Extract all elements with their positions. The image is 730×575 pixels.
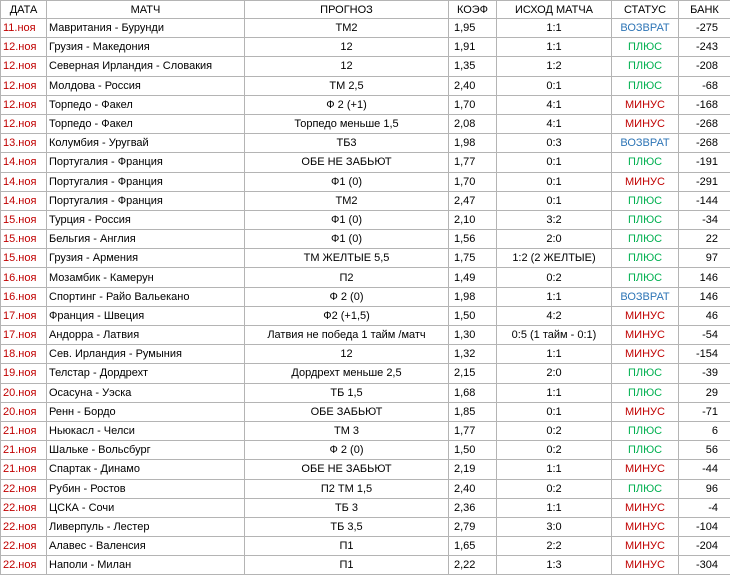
cell-coef[interactable]: 2,22 xyxy=(449,556,497,575)
cell-coef[interactable]: 1,50 xyxy=(449,441,497,460)
cell-coef[interactable]: 1,70 xyxy=(449,172,497,191)
cell-match[interactable]: Грузия - Армения xyxy=(47,249,245,268)
cell-date[interactable]: 22.ноя xyxy=(1,498,47,517)
cell-coef[interactable]: 1,35 xyxy=(449,57,497,76)
cell-bank[interactable]: -268 xyxy=(679,114,730,133)
cell-result[interactable]: 0:1 xyxy=(497,191,612,210)
cell-coef[interactable]: 1,91 xyxy=(449,38,497,57)
cell-forecast[interactable]: Ф1 (0) xyxy=(245,230,449,249)
cell-coef[interactable]: 2,15 xyxy=(449,364,497,383)
cell-forecast[interactable]: ТМ ЖЕЛТЫЕ 5,5 xyxy=(245,249,449,268)
cell-result[interactable]: 4:1 xyxy=(497,114,612,133)
cell-match[interactable]: Ливерпуль - Лестер xyxy=(47,517,245,536)
cell-result[interactable]: 3:0 xyxy=(497,517,612,536)
cell-result[interactable]: 1:2 (2 ЖЕЛТЫЕ) xyxy=(497,249,612,268)
cell-coef[interactable]: 1,77 xyxy=(449,153,497,172)
table-row xyxy=(1,556,730,575)
cell-match[interactable]: Мозамбик - Камерун xyxy=(47,268,245,287)
cell-match[interactable]: Северная Ирландия - Словакия xyxy=(47,57,245,76)
cell-bank[interactable]: -44 xyxy=(679,460,730,479)
cell-result[interactable]: 1:1 xyxy=(497,38,612,57)
cell-result[interactable]: 0:1 xyxy=(497,402,612,421)
cell-match[interactable]: Португалия - Франция xyxy=(47,153,245,172)
cell-date[interactable]: 20.ноя xyxy=(1,402,47,421)
cell-forecast[interactable]: ТМ 2,5 xyxy=(245,76,449,95)
header-date[interactable]: ДАТА xyxy=(1,1,47,19)
cell-coef[interactable]: 1,75 xyxy=(449,249,497,268)
cell-forecast[interactable]: 12 xyxy=(245,57,449,76)
cell-match[interactable]: Телстар - Дордрехт xyxy=(47,364,245,383)
header-match[interactable]: МАТЧ xyxy=(47,1,245,19)
cell-result[interactable]: 0:1 xyxy=(497,153,612,172)
cell-match[interactable]: Мавритания - Бурунди xyxy=(47,19,245,38)
table-row xyxy=(1,38,730,57)
cell-coef[interactable]: 1,50 xyxy=(449,306,497,325)
cell-coef[interactable]: 2,47 xyxy=(449,191,497,210)
cell-status[interactable]: МИНУС xyxy=(612,95,679,114)
cell-bank[interactable]: 56 xyxy=(679,441,730,460)
cell-match[interactable]: Спортинг - Райо Вальекано xyxy=(47,287,245,306)
cell-bank[interactable]: 22 xyxy=(679,230,730,249)
cell-match[interactable]: Франция - Швеция xyxy=(47,306,245,325)
header-forecast[interactable]: ПРОГНОЗ xyxy=(245,1,449,19)
cell-coef[interactable]: 2,19 xyxy=(449,460,497,479)
header-status[interactable]: СТАТУС xyxy=(612,1,679,19)
cell-match[interactable]: Молдова - Россия xyxy=(47,76,245,95)
cell-forecast[interactable]: ТБ 3 xyxy=(245,498,449,517)
cell-date[interactable]: 11.ноя xyxy=(1,19,47,38)
cell-bank[interactable]: -39 xyxy=(679,364,730,383)
cell-result[interactable]: 1:1 xyxy=(497,460,612,479)
cell-status[interactable]: МИНУС xyxy=(612,402,679,421)
cell-bank[interactable]: -34 xyxy=(679,210,730,229)
cell-status[interactable]: ПЛЮС xyxy=(612,479,679,498)
cell-bank[interactable]: 6 xyxy=(679,421,730,440)
cell-result[interactable]: 0:2 xyxy=(497,421,612,440)
cell-date[interactable]: 14.ноя xyxy=(1,191,47,210)
cell-status[interactable]: ПЛЮС xyxy=(612,364,679,383)
table-row xyxy=(1,441,730,460)
cell-result[interactable]: 0:2 xyxy=(497,268,612,287)
cell-date[interactable]: 16.ноя xyxy=(1,268,47,287)
table-row xyxy=(1,498,730,517)
cell-status[interactable]: МИНУС xyxy=(612,498,679,517)
cell-forecast[interactable]: ТБ 1,5 xyxy=(245,383,449,402)
table-row xyxy=(1,57,730,76)
cell-date[interactable]: 21.ноя xyxy=(1,441,47,460)
table-row xyxy=(1,287,730,306)
table-row xyxy=(1,402,730,421)
cell-bank[interactable]: -154 xyxy=(679,345,730,364)
table-row xyxy=(1,537,730,556)
cell-result[interactable]: 0:5 (1 тайм - 0:1) xyxy=(497,326,612,345)
cell-forecast[interactable]: ТБ3 xyxy=(245,134,449,153)
table-row xyxy=(1,249,730,268)
cell-result[interactable]: 0:1 xyxy=(497,172,612,191)
table-row xyxy=(1,306,730,325)
cell-date[interactable]: 19.ноя xyxy=(1,364,47,383)
cell-status[interactable]: МИНУС xyxy=(612,460,679,479)
cell-status[interactable]: ВОЗВРАТ xyxy=(612,19,679,38)
cell-result[interactable]: 1:1 xyxy=(497,383,612,402)
cell-status[interactable]: МИНУС xyxy=(612,306,679,325)
cell-bank[interactable]: -104 xyxy=(679,517,730,536)
cell-forecast[interactable]: Ф2 (+1,5) xyxy=(245,306,449,325)
cell-bank[interactable]: -71 xyxy=(679,402,730,421)
cell-match[interactable]: ЦСКА - Сочи xyxy=(47,498,245,517)
cell-coef[interactable]: 1,68 xyxy=(449,383,497,402)
cell-bank[interactable]: 97 xyxy=(679,249,730,268)
cell-forecast[interactable]: ТМ2 xyxy=(245,19,449,38)
cell-bank[interactable]: -291 xyxy=(679,172,730,191)
cell-bank[interactable]: 146 xyxy=(679,287,730,306)
table-row xyxy=(1,460,730,479)
cell-date[interactable]: 14.ноя xyxy=(1,153,47,172)
cell-coef[interactable]: 1,95 xyxy=(449,19,497,38)
cell-match[interactable]: Наполи - Милан xyxy=(47,556,245,575)
cell-date[interactable]: 15.ноя xyxy=(1,210,47,229)
cell-coef[interactable]: 2,40 xyxy=(449,479,497,498)
cell-coef[interactable]: 1,70 xyxy=(449,95,497,114)
cell-forecast[interactable]: Ф1 (0) xyxy=(245,172,449,191)
cell-result[interactable]: 1:1 xyxy=(497,498,612,517)
cell-date[interactable]: 12.ноя xyxy=(1,57,47,76)
cell-forecast[interactable]: Ф 2 (0) xyxy=(245,287,449,306)
cell-date[interactable]: 15.ноя xyxy=(1,249,47,268)
cell-match[interactable]: Сев. Ирландия - Румыния xyxy=(47,345,245,364)
cell-match[interactable]: Андорра - Латвия xyxy=(47,326,245,345)
cell-bank[interactable]: -191 xyxy=(679,153,730,172)
cell-coef[interactable]: 2,08 xyxy=(449,114,497,133)
cell-match[interactable]: Ньюкасл - Челси xyxy=(47,421,245,440)
cell-status[interactable]: ПЛЮС xyxy=(612,230,679,249)
cell-result[interactable]: 4:2 xyxy=(497,306,612,325)
cell-forecast[interactable]: ТБ 3,5 xyxy=(245,517,449,536)
cell-bank[interactable]: -275 xyxy=(679,19,730,38)
cell-forecast[interactable]: Ф 2 (0) xyxy=(245,441,449,460)
cell-date[interactable]: 21.ноя xyxy=(1,421,47,440)
header-result[interactable]: ИСХОД МАТЧА xyxy=(497,1,612,19)
table-row xyxy=(1,191,730,210)
cell-coef[interactable]: 2,36 xyxy=(449,498,497,517)
cell-result[interactable]: 0:3 xyxy=(497,134,612,153)
cell-forecast[interactable]: П2 xyxy=(245,268,449,287)
cell-match[interactable]: Колумбия - Уругвай xyxy=(47,134,245,153)
cell-bank[interactable]: -208 xyxy=(679,57,730,76)
cell-coef[interactable]: 1,98 xyxy=(449,134,497,153)
cell-date[interactable]: 12.ноя xyxy=(1,76,47,95)
cell-match[interactable]: Португалия - Франция xyxy=(47,172,245,191)
cell-date[interactable]: 13.ноя xyxy=(1,134,47,153)
table-row xyxy=(1,268,730,287)
cell-date[interactable]: 22.ноя xyxy=(1,556,47,575)
cell-date[interactable]: 18.ноя xyxy=(1,345,47,364)
cell-forecast[interactable]: Латвия не победа 1 тайм /матч xyxy=(245,326,449,345)
cell-bank[interactable]: -168 xyxy=(679,95,730,114)
cell-result[interactable]: 1:3 xyxy=(497,556,612,575)
cell-forecast[interactable]: П1 xyxy=(245,556,449,575)
table-row xyxy=(1,421,730,440)
cell-bank[interactable]: -68 xyxy=(679,76,730,95)
table-body xyxy=(1,19,730,575)
cell-coef[interactable]: 2,10 xyxy=(449,210,497,229)
table-row xyxy=(1,210,730,229)
cell-result[interactable]: 4:1 xyxy=(497,95,612,114)
cell-status[interactable]: МИНУС xyxy=(612,556,679,575)
cell-coef[interactable]: 2,40 xyxy=(449,76,497,95)
cell-match[interactable]: Ренн - Бордо xyxy=(47,402,245,421)
cell-coef[interactable]: 1,30 xyxy=(449,326,497,345)
cell-result[interactable]: 0:1 xyxy=(497,76,612,95)
cell-forecast[interactable]: ОБЕ НЕ ЗАБЬЮТ xyxy=(245,460,449,479)
cell-match[interactable]: Грузия - Македония xyxy=(47,38,245,57)
cell-forecast[interactable]: Дордрехт меньше 2,5 xyxy=(245,364,449,383)
cell-result[interactable]: 1:1 xyxy=(497,19,612,38)
table-row xyxy=(1,134,730,153)
cell-result[interactable]: 0:2 xyxy=(497,441,612,460)
cell-coef[interactable]: 1,85 xyxy=(449,402,497,421)
cell-result[interactable]: 1:2 xyxy=(497,57,612,76)
table-row xyxy=(1,172,730,191)
cell-match[interactable]: Португалия - Франция xyxy=(47,191,245,210)
cell-forecast[interactable]: П2 ТМ 1,5 xyxy=(245,479,449,498)
cell-status[interactable]: ПЛЮС xyxy=(612,57,679,76)
header-bank[interactable]: БАНК xyxy=(679,1,730,19)
cell-date[interactable]: 17.ноя xyxy=(1,306,47,325)
cell-forecast[interactable]: ТМ2 xyxy=(245,191,449,210)
cell-date[interactable]: 22.ноя xyxy=(1,537,47,556)
cell-bank[interactable]: -4 xyxy=(679,498,730,517)
cell-status[interactable]: ВОЗВРАТ xyxy=(612,134,679,153)
header-row xyxy=(1,1,730,19)
cell-match[interactable]: Турция - Россия xyxy=(47,210,245,229)
cell-date[interactable]: 15.ноя xyxy=(1,230,47,249)
table-row xyxy=(1,517,730,536)
cell-status[interactable]: МИНУС xyxy=(612,345,679,364)
cell-coef[interactable]: 1,32 xyxy=(449,345,497,364)
cell-coef[interactable]: 2,79 xyxy=(449,517,497,536)
table-row xyxy=(1,76,730,95)
table-row xyxy=(1,364,730,383)
cell-status[interactable]: ПЛЮС xyxy=(612,210,679,229)
cell-forecast[interactable]: ТМ 3 xyxy=(245,421,449,440)
cell-status[interactable]: ПЛЮС xyxy=(612,191,679,210)
cell-match[interactable]: Спартак - Динамо xyxy=(47,460,245,479)
cell-forecast[interactable]: П1 xyxy=(245,537,449,556)
cell-result[interactable]: 1:1 xyxy=(497,287,612,306)
cell-bank[interactable]: -54 xyxy=(679,326,730,345)
cell-result[interactable]: 2:2 xyxy=(497,537,612,556)
cell-bank[interactable]: -243 xyxy=(679,38,730,57)
cell-bank[interactable]: 146 xyxy=(679,268,730,287)
cell-coef[interactable]: 1,98 xyxy=(449,287,497,306)
cell-match[interactable]: Торпедо - Факел xyxy=(47,95,245,114)
cell-match[interactable]: Бельгия - Англия xyxy=(47,230,245,249)
cell-match[interactable]: Рубин - Ростов xyxy=(47,479,245,498)
cell-date[interactable]: 16.ноя xyxy=(1,287,47,306)
cell-result[interactable]: 2:0 xyxy=(497,230,612,249)
table-row xyxy=(1,153,730,172)
cell-match[interactable]: Торпедо - Факел xyxy=(47,114,245,133)
cell-status[interactable]: МИНУС xyxy=(612,537,679,556)
cell-result[interactable]: 2:0 xyxy=(497,364,612,383)
cell-match[interactable]: Осасуна - Уэска xyxy=(47,383,245,402)
cell-bank[interactable]: -204 xyxy=(679,537,730,556)
cell-forecast[interactable]: 12 xyxy=(245,38,449,57)
header-coef[interactable]: КОЭФ xyxy=(449,1,497,19)
cell-status[interactable]: МИНУС xyxy=(612,326,679,345)
cell-status[interactable]: ПЛЮС xyxy=(612,441,679,460)
cell-coef[interactable]: 1,56 xyxy=(449,230,497,249)
cell-date[interactable]: 17.ноя xyxy=(1,326,47,345)
cell-bank[interactable]: -304 xyxy=(679,556,730,575)
cell-coef[interactable]: 1,65 xyxy=(449,537,497,556)
cell-date[interactable]: 12.ноя xyxy=(1,95,47,114)
cell-bank[interactable]: 96 xyxy=(679,479,730,498)
cell-result[interactable]: 3:2 xyxy=(497,210,612,229)
cell-status[interactable]: МИНУС xyxy=(612,172,679,191)
cell-date[interactable]: 12.ноя xyxy=(1,38,47,57)
cell-status[interactable]: ПЛЮС xyxy=(612,249,679,268)
cell-match[interactable]: Алавес - Валенсия xyxy=(47,537,245,556)
table-row xyxy=(1,230,730,249)
cell-forecast[interactable]: ОБЕ ЗАБЬЮТ xyxy=(245,402,449,421)
cell-coef[interactable]: 1,49 xyxy=(449,268,497,287)
cell-forecast[interactable]: Ф 2 (+1) xyxy=(245,95,449,114)
cell-forecast[interactable]: 12 xyxy=(245,345,449,364)
cell-match[interactable]: Шальке - Вольсбург xyxy=(47,441,245,460)
table-row xyxy=(1,383,730,402)
cell-status[interactable]: ПЛЮС xyxy=(612,153,679,172)
cell-bank[interactable]: 29 xyxy=(679,383,730,402)
cell-forecast[interactable]: ОБЕ НЕ ЗАБЬЮТ xyxy=(245,153,449,172)
cell-status[interactable]: ПЛЮС xyxy=(612,38,679,57)
cell-date[interactable]: 20.ноя xyxy=(1,383,47,402)
table-row xyxy=(1,326,730,345)
table-row xyxy=(1,345,730,364)
cell-status[interactable]: ПЛЮС xyxy=(612,421,679,440)
cell-forecast[interactable]: Торпедо меньше 1,5 xyxy=(245,114,449,133)
cell-status[interactable]: МИНУС xyxy=(612,114,679,133)
cell-bank[interactable]: -144 xyxy=(679,191,730,210)
table-row xyxy=(1,95,730,114)
cell-result[interactable]: 0:2 xyxy=(497,479,612,498)
cell-status[interactable]: ПЛЮС xyxy=(612,76,679,95)
table-row xyxy=(1,479,730,498)
cell-date[interactable]: 22.ноя xyxy=(1,517,47,536)
cell-date[interactable]: 21.ноя xyxy=(1,460,47,479)
cell-bank[interactable]: 46 xyxy=(679,306,730,325)
cell-date[interactable]: 12.ноя xyxy=(1,114,47,133)
cell-status[interactable]: ПЛЮС xyxy=(612,268,679,287)
cell-status[interactable]: МИНУС xyxy=(612,517,679,536)
table-row xyxy=(1,19,730,38)
cell-status[interactable]: ВОЗВРАТ xyxy=(612,287,679,306)
cell-result[interactable]: 1:1 xyxy=(497,345,612,364)
table-row xyxy=(1,114,730,133)
cell-date[interactable]: 22.ноя xyxy=(1,479,47,498)
cell-coef[interactable]: 1,77 xyxy=(449,421,497,440)
cell-bank[interactable]: -268 xyxy=(679,134,730,153)
cell-status[interactable]: ПЛЮС xyxy=(612,383,679,402)
cell-date[interactable]: 14.ноя xyxy=(1,172,47,191)
cell-forecast[interactable]: Ф1 (0) xyxy=(245,210,449,229)
